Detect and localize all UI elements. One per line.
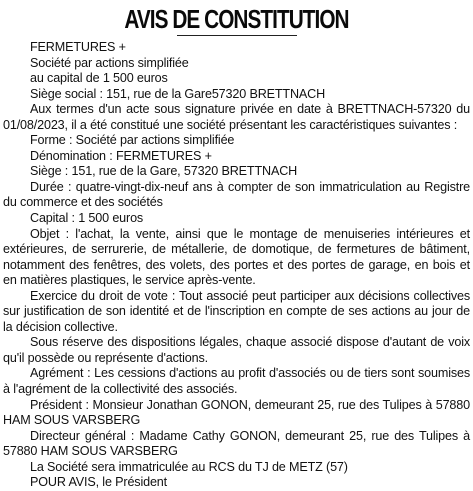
seat-paragraph: Siège : 151, rue de la Gare, 57320 BRETTNACH xyxy=(30,164,298,179)
title-divider xyxy=(177,35,297,36)
duration-paragraph: Durée : quatre-vingt-dix-neuf ans à compter de son immatriculation au Registre du commerce et des sociétés xyxy=(3,179,470,210)
capital-paragraph: Capital : 1 500 euros xyxy=(30,211,144,226)
voting-rights-paragraph: Exercice du droit de vote : Tout associé peut participer aux décisions collectives sur justification de son identité et de l'inscription en compte de ses actions au jour de la décision collective. xyxy=(3,288,470,334)
general-director-paragraph: Directeur général : Madame Cathy GONON, demeurant 25, rue des Tulipes à 57880 HAM SOUS VARSBERG xyxy=(3,428,470,459)
notice-title: AVIS DE CONSTITUTION xyxy=(124,4,349,34)
legal-reserve-paragraph: Sous réserve des dispositions légales, chaque associé dispose d'autant de voix qu'il possède ou représente d'actions. xyxy=(3,335,470,365)
deed-paragraph: Aux termes d'un acte sous signature privée en date à BRETTNACH-57320 du 01/08/2023, il a été constitué une société présentant les caractéristiques suivantes : xyxy=(3,102,470,132)
registration-paragraph: La Société sera immatriculée au RCS du TJ de METZ (57) xyxy=(30,459,348,474)
approval-paragraph: Agrément : Les cessions d'actions au profit d'associés ou de tiers sont soumises à l'agrément de la collectivité des associés. xyxy=(3,366,470,397)
notice-body xyxy=(3,40,470,491)
company-capital-line: au capital de 1 500 euros xyxy=(30,71,168,86)
company-name: FERMETURES + xyxy=(30,40,126,54)
denomination-paragraph: Dénomination : FERMETURES + xyxy=(30,148,212,163)
president-paragraph: Président : Monsieur Jonathan GONON, demeurant 25, rue des Tulipes à 57880 HAM SOUS VARSBERG xyxy=(3,397,470,428)
signature-paragraph: POUR AVIS, le Président xyxy=(30,475,168,490)
purpose-paragraph: Objet : l'achat, la vente, ainsi que le montage de menuiseries intérieures et extérieures, de serrurerie, de métallerie, de domotique, de fermetures de bâtiment, notamment des fenêtres, des volets, des portes et des portes de garage, en bois et en matières plastiques, le service après-vente. xyxy=(3,226,470,288)
company-seat-line: Siège social : 151, rue de la Gare57320 BRETTNACH xyxy=(30,86,326,101)
form-paragraph: Forme : Société par actions simplifiée xyxy=(30,133,235,148)
company-form-line: Société par actions simplifiée xyxy=(30,55,189,70)
